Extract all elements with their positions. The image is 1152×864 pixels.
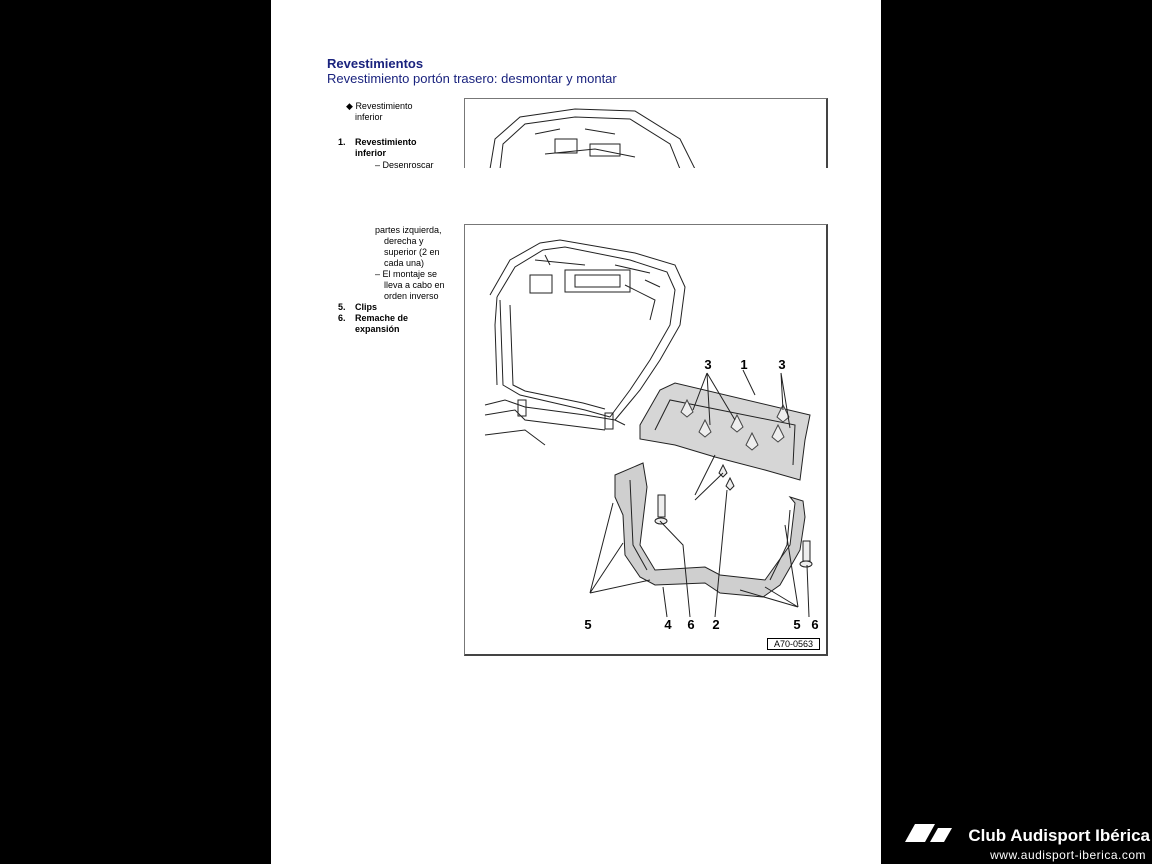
legend-line: partes izquierda, bbox=[375, 225, 442, 235]
document-page bbox=[271, 0, 881, 864]
callout-5-right: 5 bbox=[793, 617, 801, 632]
tailgate-trim-drawing bbox=[465, 225, 827, 655]
item-label: Clips bbox=[355, 302, 378, 312]
figure-main bbox=[464, 224, 828, 656]
page-subtitle: Revestimiento portón trasero: desmontar y montar bbox=[327, 71, 617, 86]
figure-top-fragment bbox=[464, 98, 828, 168]
item-number: 1. bbox=[338, 137, 346, 147]
tailgate-drawing-top bbox=[465, 99, 827, 168]
callout-2: 2 bbox=[712, 617, 720, 632]
legend-line: – El montaje se bbox=[375, 269, 438, 279]
item-label: Remache de bbox=[355, 313, 409, 323]
legend-line: superior (2 en bbox=[384, 247, 440, 257]
bullet-icon: ◆ bbox=[346, 101, 353, 111]
item-number: 6. bbox=[338, 313, 346, 323]
callout-3-right: 3 bbox=[778, 357, 786, 372]
item-label-cont: inferior bbox=[355, 148, 387, 158]
legend-line: lleva a cabo en bbox=[384, 280, 445, 290]
figure-reference: A70-0563 bbox=[767, 638, 820, 650]
callout-5-left: 5 bbox=[584, 617, 592, 632]
legend-line: derecha y bbox=[384, 236, 424, 246]
item-step: – Desenroscar bbox=[375, 160, 434, 170]
item-number: 5. bbox=[338, 302, 346, 312]
callout-4: 4 bbox=[664, 617, 672, 632]
brand-name: Club Audisport Ibérica bbox=[968, 826, 1150, 845]
brand-url: www.audisport-iberica.com bbox=[990, 848, 1146, 862]
item-label-cont: expansión bbox=[355, 324, 400, 334]
callout-6-left: 6 bbox=[687, 617, 695, 632]
callout-6-right: 6 bbox=[811, 617, 819, 632]
callout-3-left: 3 bbox=[704, 357, 712, 372]
item-label: Revestimiento bbox=[355, 137, 417, 147]
legend-line: cada una) bbox=[384, 258, 425, 268]
section-title: Revestimientos bbox=[327, 56, 424, 71]
legend-bullet bbox=[346, 101, 412, 112]
bullet-text-cont: inferior bbox=[355, 112, 383, 122]
bullet-text: Revestimiento bbox=[355, 101, 413, 111]
legend-line: orden inverso bbox=[384, 291, 439, 301]
callout-1: 1 bbox=[740, 357, 748, 372]
